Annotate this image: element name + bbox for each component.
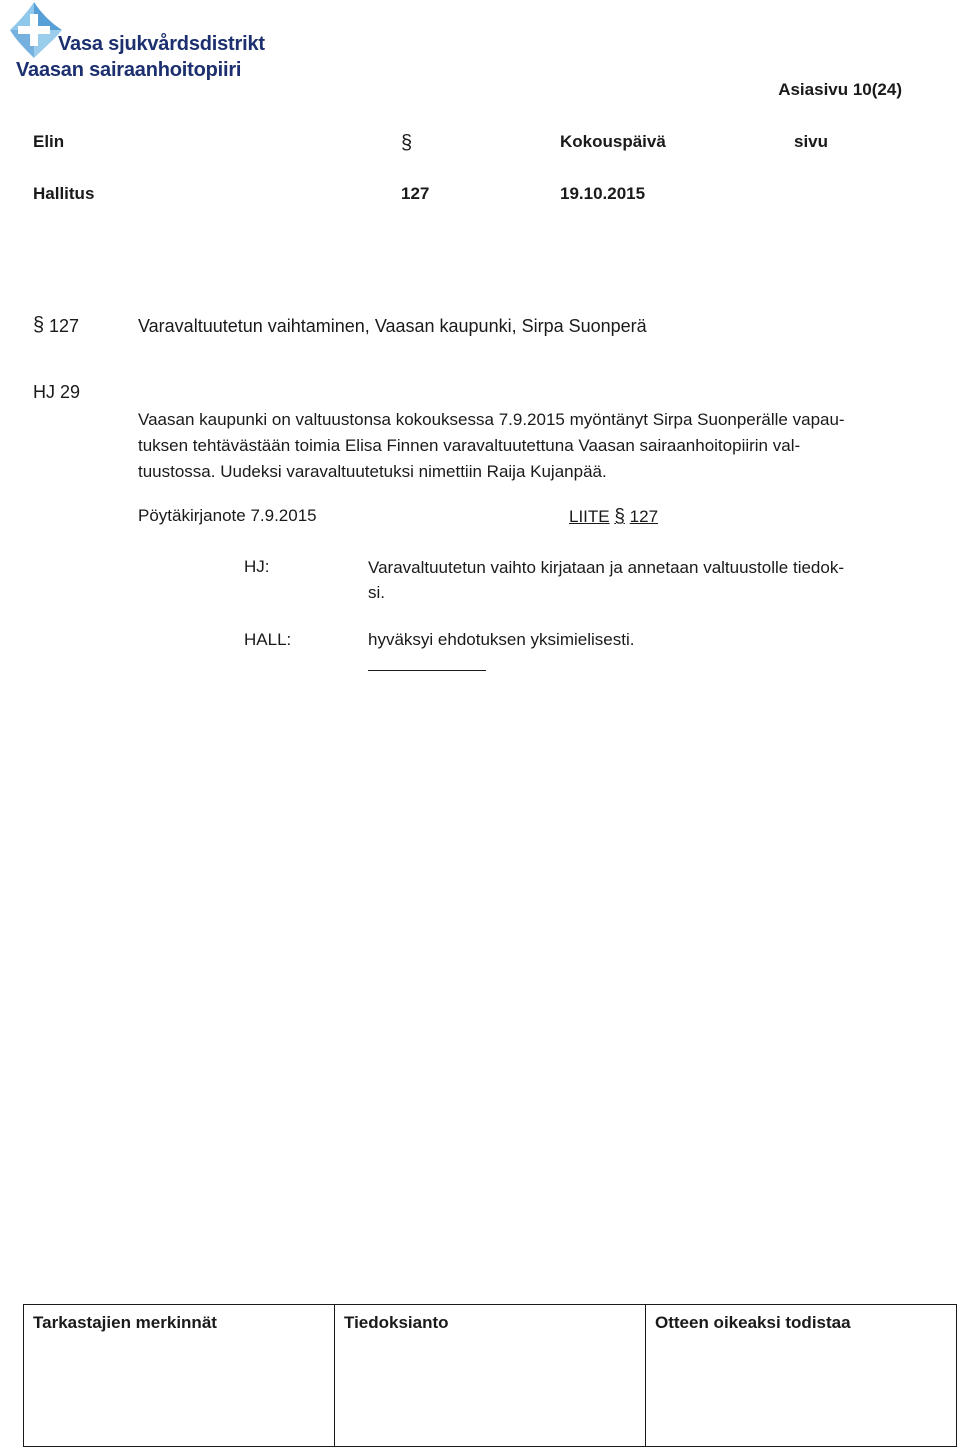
decision-text: hyväksyi ehdotuksen yksimielisesti. [368, 630, 635, 649]
header-date-value: 19.10.2015 [560, 184, 646, 203]
decision-label: HALL: [244, 630, 292, 649]
footer-inspectors-label: Tarkastajien merkinnät [33, 1313, 217, 1332]
item-title: Varavaltuutetun vaihtaminen, Vaasan kaupunki, Sirpa Suonperä [138, 316, 647, 336]
attachment-label: LIITE [569, 507, 610, 526]
footer-certification-cell [646, 1305, 957, 1447]
organization-logo-icon [4, 0, 64, 60]
body-line: tuustossa. Uudeksi varavaltuutetuksi nimettiin Raija Kujanpää. [138, 462, 607, 481]
header-section-label: § [401, 132, 413, 154]
body-line: Vaasan kaupunki on valtuustonsa kokouksessa 7.9.2015 myöntänyt Sirpa Suonperälle vapau- [138, 410, 845, 429]
header-date-label: Kokouspäivä [560, 132, 666, 151]
header-organ-label: Elin [33, 132, 65, 151]
hj-reference: HJ 29 [33, 382, 81, 402]
logo-name-swedish: Vasa sjukvårdsdistrikt [58, 33, 265, 55]
body-line: tuksen tehtävästään toimia Elisa Finnen varavaltuutettuna Vaasan sairaanhoitopiirin val- [138, 436, 801, 455]
footer-notification-label: Tiedoksianto [344, 1313, 449, 1332]
logo-name-finnish: Vaasan sairaanhoitopiiri [16, 59, 242, 81]
item-section-sign: § [33, 314, 45, 336]
footer-signature-table [23, 1304, 957, 1447]
footer-certification-label: Otteen oikeaksi todistaa [655, 1313, 851, 1332]
header-section-value: 127 [401, 184, 430, 203]
proposal-line: Varavaltuutetun vaihto kirjataan ja annetaan valtuustolle tiedok- [368, 558, 844, 577]
signature-line [368, 670, 486, 671]
header-page-label: sivu [794, 132, 829, 151]
page-indicator: Asiasivu 10(24) [778, 80, 902, 99]
attachment-section-sign: § [614, 506, 625, 527]
proposal-label: HJ: [244, 557, 270, 576]
proposal-text [368, 555, 908, 605]
attachment-link[interactable] [569, 506, 658, 528]
attachment-number: 127 [629, 507, 659, 526]
item-number: 127 [49, 316, 80, 336]
footer-notification-cell [335, 1305, 646, 1447]
minutes-reference: Pöytäkirjanote 7.9.2015 [138, 506, 317, 525]
item-body [138, 407, 902, 485]
header-organ-value: Hallitus [33, 184, 95, 203]
proposal-line: si. [368, 583, 385, 602]
footer-inspectors-cell [24, 1305, 335, 1447]
